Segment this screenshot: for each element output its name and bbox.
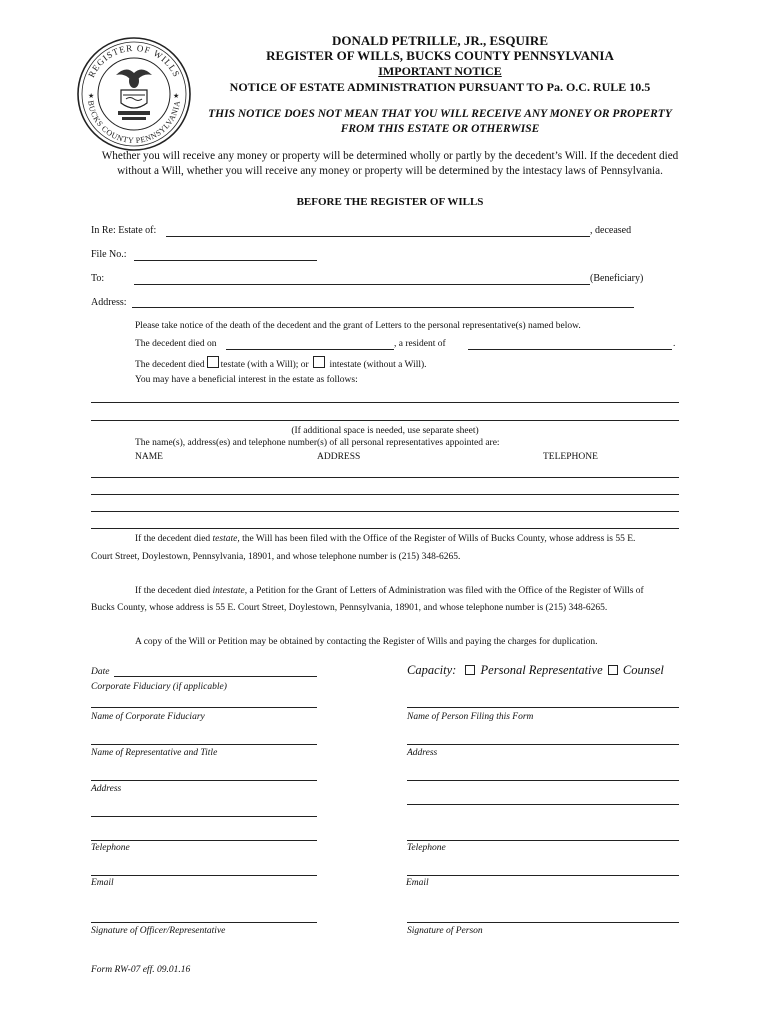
svg-text:★: ★ [88,92,95,100]
counsel-label: Counsel [622,663,664,677]
died-on-field[interactable] [226,349,394,350]
header-rule: NOTICE OF ESTATE ADMINISTRATION PURSUANT TO Pa. O.C. RULE 10.5 [229,80,651,94]
name-rep-title-label: Name of Representative and Title [91,748,218,758]
filer-address-line[interactable] [407,744,679,745]
in-re-label: In Re: Estate of: [91,225,157,236]
rep-line-3[interactable] [91,511,679,512]
seal-top-text: REGISTER OF WILLS [86,42,182,80]
date-label: Date [91,667,110,677]
section-title: BEFORE THE REGISTER OF WILLS [296,196,484,208]
intro-line2: without a Will, whether you will receive any money or property will be determined by the intestacy laws of Pennsylvania. [117,165,663,177]
sig-person-label: Signature of Person [407,926,483,936]
telephone-left-label: Telephone [91,843,130,853]
counsel-checkbox[interactable] [608,665,618,675]
deceased-label: , deceased [590,225,632,236]
date-field[interactable] [114,676,317,677]
intestate-paragraph-line1: If the decedent died intestate, a Petition for the Grant of Letters of Administration was filed with the Office of the Register of Wills of [135,586,644,596]
to-label: To: [91,273,105,284]
testate-paragraph-line1: If the decedent died testate, the Will has been filed with the Office of the Register of Wills of Bucks County, whose address is 55 E. [135,534,636,544]
email-left-label: Email [91,878,114,888]
died-testate-intestate-line [135,356,427,370]
column-telephone: TELEPHONE [543,452,598,462]
filer-address-line-3[interactable] [407,804,679,805]
intro-line1: Whether you will receive any money or property will be determined wholly or partly by the decedent’s Will. If the decedent died [101,150,679,162]
email-right-label: Email [406,878,429,888]
filer-telephone-line[interactable] [407,840,679,841]
capacity-line [407,663,664,678]
resident-of-field[interactable] [468,349,672,350]
interest-text: You may have a beneficial interest in the estate as follows: [135,375,358,385]
take-notice-text: Please take notice of the death of the decedent and the grant of Letters to the personal representative(s) named below. [135,321,581,331]
filer-name-line[interactable] [407,707,679,708]
intestate-checkbox[interactable] [313,356,325,368]
estate-of-field[interactable] [166,236,590,237]
resident-of-label: , a resident of [394,339,446,349]
died-prefix: The decedent died [135,360,205,370]
svg-text:★: ★ [173,92,180,100]
telephone-right-label: Telephone [407,843,446,853]
rep-line-2[interactable] [91,494,679,495]
corp-address-line-2[interactable] [91,816,317,817]
header-office: REGISTER OF WILLS, BUCKS COUNTY PENNSYLVANIA [266,48,614,63]
address-left-label: Address [91,784,122,794]
address-label: Address: [91,297,127,308]
personal-rep-checkbox[interactable] [465,665,475,675]
file-no-label: File No.: [91,249,127,260]
name-filer-label: Name of Person Filing this Form [407,712,534,722]
died-on-label: The decedent died on [135,339,217,349]
rep-line-1[interactable] [91,477,679,478]
person-signature-line[interactable] [407,922,679,923]
sig-officer-label: Signature of Officer/Representative [91,926,226,936]
address-field[interactable] [132,307,634,308]
address-right-label: Address [407,748,438,758]
corp-telephone-line[interactable] [91,840,317,841]
column-name: NAME [135,452,163,462]
capacity-label: Capacity: [407,663,457,677]
file-no-field[interactable] [134,260,317,261]
copy-paragraph: A copy of the Will or Petition may be obtained by contacting the Register of Wills and paying the charges for duplication. [135,637,598,647]
additional-space-note: (If additional space is needed, use separate sheet) [291,426,479,436]
personal-rep-label: Personal Representative [480,663,603,677]
beneficiary-label: (Beneficiary) [590,273,644,284]
rep-title-line[interactable] [91,744,317,745]
seal-bottom-text: BUCKS COUNTY PENNSYLVANIA [86,99,182,146]
resident-period: . [673,339,676,349]
to-field[interactable] [134,284,590,285]
rep-line-4[interactable] [91,528,679,529]
interest-line-1[interactable] [91,402,679,403]
header-name: DONALD PETRILLE, JR., ESQUIRE [332,33,548,48]
intestate-label: intestate (without a Will). [329,360,427,370]
header-warning-line1: THIS NOTICE DOES NOT MEAN THAT YOU WILL RECEIVE ANY MONEY OR PROPERTY [208,108,672,120]
name-corporate-label: Name of Corporate Fiduciary [91,712,205,722]
corporate-fiduciary-line[interactable] [91,707,317,708]
header-warning-line2: FROM THIS ESTATE OR OTHERWISE [340,123,540,135]
column-address: ADDRESS [317,452,361,462]
header-important: IMPORTANT NOTICE [378,64,502,78]
filer-email-line[interactable] [407,875,679,876]
testate-checkbox[interactable] [207,356,219,368]
intestate-paragraph-line2: Bucks County, whose address is 55 E. Court Street, Doylestown, Pennsylvania, 18901, and whose telephone number is (215) 348-6265. [91,603,608,613]
corp-email-line[interactable] [91,875,317,876]
officer-signature-line[interactable] [91,922,317,923]
reps-appointed-text: The name(s), address(es) and telephone number(s) of all personal representatives appointed are: [135,438,500,448]
form-id: Form RW-07 eff. 09.01.16 [91,965,191,975]
filer-address-line-2[interactable] [407,780,679,781]
corporate-fiduciary-label: Corporate Fiduciary (if applicable) [91,682,227,692]
testate-label: testate (with a Will); or [220,360,309,370]
corp-address-line[interactable] [91,780,317,781]
testate-paragraph-line2: Court Street, Doylestown, Pennsylvania, 18901, and whose telephone number is (215) 348-6265. [91,552,461,562]
interest-line-2[interactable] [91,420,679,421]
